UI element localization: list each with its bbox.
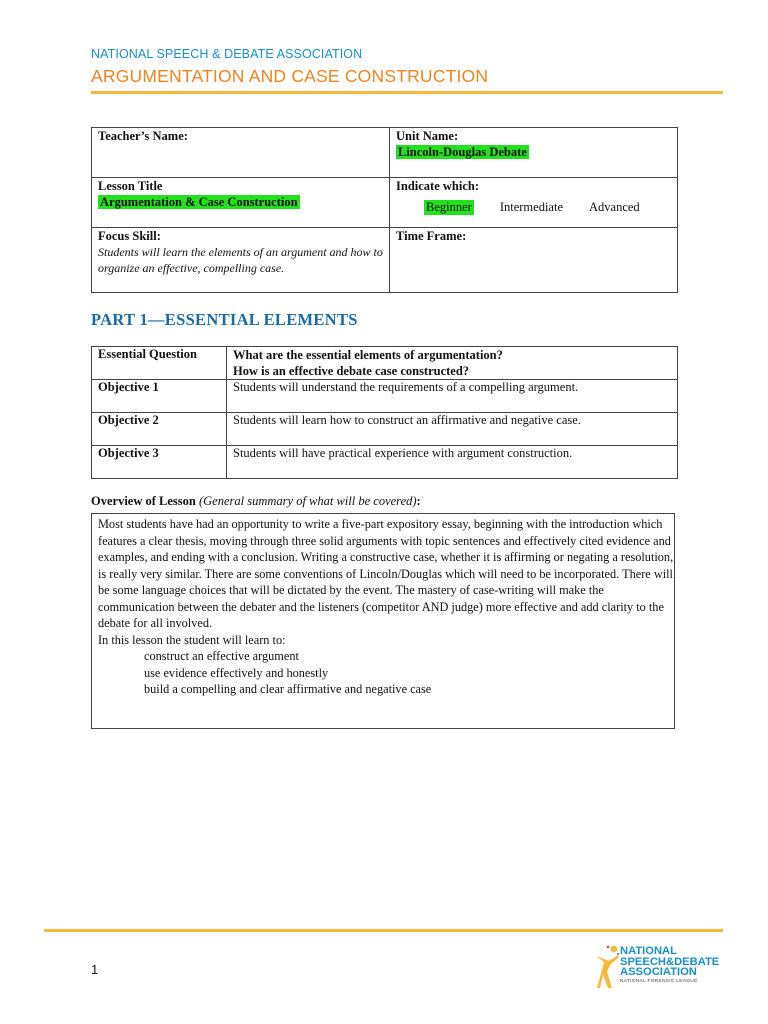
header-org: NATIONAL SPEECH & DEBATE ASSOCIATION (91, 47, 363, 61)
checkbox-bullet-icon (98, 648, 144, 665)
essential-elements-table (91, 346, 678, 479)
teacher-name-cell (92, 128, 390, 178)
overview-heading-title: Overview of Lesson (91, 494, 196, 508)
overview-intro: In this lesson the student will learn to: (98, 632, 286, 647)
time-frame-cell (390, 228, 678, 293)
level-options (424, 200, 671, 215)
objective-text: Students will learn how to construct an affirmative and negative case. (227, 413, 678, 446)
list-item (98, 681, 674, 698)
overview-body: Most students have had an opportunity to write a five-part expository essay, beginning with the introduction which features a clear thesis, moving through three solid arguments with topic sentences and effectively cited evidence and examples, and ending with a conclusion. Writing a constructive case, whether it is affirming or negating a resolution, is really very similar. There are some conventions of Lincoln/Douglas which will need to be incorporated. There will be some language choices that will be dictated by the event. The mastery of case-writing will make the communication between the debater and the listeners (competitor AND judge) more effective and add clarity to the debate for all involved. (98, 517, 674, 630)
speaker-figure-icon (594, 944, 622, 990)
logo-line: SPEECH&DEBATE (620, 955, 720, 968)
focus-skill-label: Focus Skill: (98, 229, 161, 243)
time-frame-label: Time Frame: (396, 229, 467, 243)
overview-bullets (98, 648, 674, 698)
list-item-text: use evidence effectively and honestly (144, 665, 329, 680)
objective-label: Objective 2 (92, 413, 227, 446)
checkbox-bullet-icon (98, 665, 144, 682)
level-cell (390, 178, 678, 228)
objective-text: Students will have practical experience with argument construction. (227, 446, 678, 479)
focus-skill-cell (92, 228, 390, 293)
level-intermediate: Intermediate (499, 200, 563, 214)
lesson-title-cell (92, 178, 390, 228)
logo-subtitle: NATIONAL FORENSIC LEAGUE (620, 979, 698, 984)
objective-text: Students will understand the requirements of a compelling argument. (227, 380, 678, 413)
header-rule (91, 91, 723, 94)
overview-heading-note: (General summary of what will be covered) (198, 494, 417, 508)
unit-name-value: Lincoln-Douglas Debate (398, 145, 527, 159)
essential-question-cell (227, 347, 678, 380)
part-heading: PART 1—ESSENTIAL ELEMENTS (91, 310, 358, 329)
logo-line: ASSOCIATION (620, 966, 697, 978)
lesson-title-label: Lesson Title (98, 179, 163, 193)
list-item (98, 665, 674, 682)
logo-wordmark (620, 946, 719, 978)
list-item-text: build a compelling and clear affirmative and negative case (144, 682, 432, 696)
lesson-info-table (91, 127, 678, 293)
nsda-logo (594, 944, 724, 990)
lesson-title-value: Argumentation & Case Construction (100, 195, 298, 209)
unit-name-label: Unit Name: (396, 129, 459, 143)
essential-question-line: How is an effective debate case constructed? (233, 364, 470, 378)
logo-line: NATIONAL (620, 945, 677, 957)
level-advanced: Advanced (589, 200, 640, 214)
unit-name-cell (390, 128, 678, 178)
footer-rule (44, 929, 723, 932)
overview-heading-colon: : (416, 494, 421, 508)
teacher-name-label: Teacher’s Name: (98, 129, 188, 143)
essential-question-label: Essential Question (92, 347, 227, 380)
objective-label: Objective 3 (92, 446, 227, 479)
overview-heading (91, 494, 421, 509)
overview-box (91, 513, 675, 729)
list-item (98, 648, 674, 665)
document-title: ARGUMENTATION AND CASE CONSTRUCTION (91, 66, 489, 86)
checkbox-bullet-icon (98, 681, 144, 698)
essential-question-line: What are the essential elements of argumentation? (233, 348, 503, 362)
focus-skill-value: Students will learn the elements of an argument and how to organize an effective, compelling case. (98, 245, 383, 275)
indicate-label: Indicate which: (396, 179, 479, 193)
page-number: 1 (91, 962, 99, 977)
list-item-text: construct an effective argument (144, 649, 299, 663)
level-beginner: Beginner (426, 200, 472, 214)
objective-label: Objective 1 (92, 380, 227, 413)
